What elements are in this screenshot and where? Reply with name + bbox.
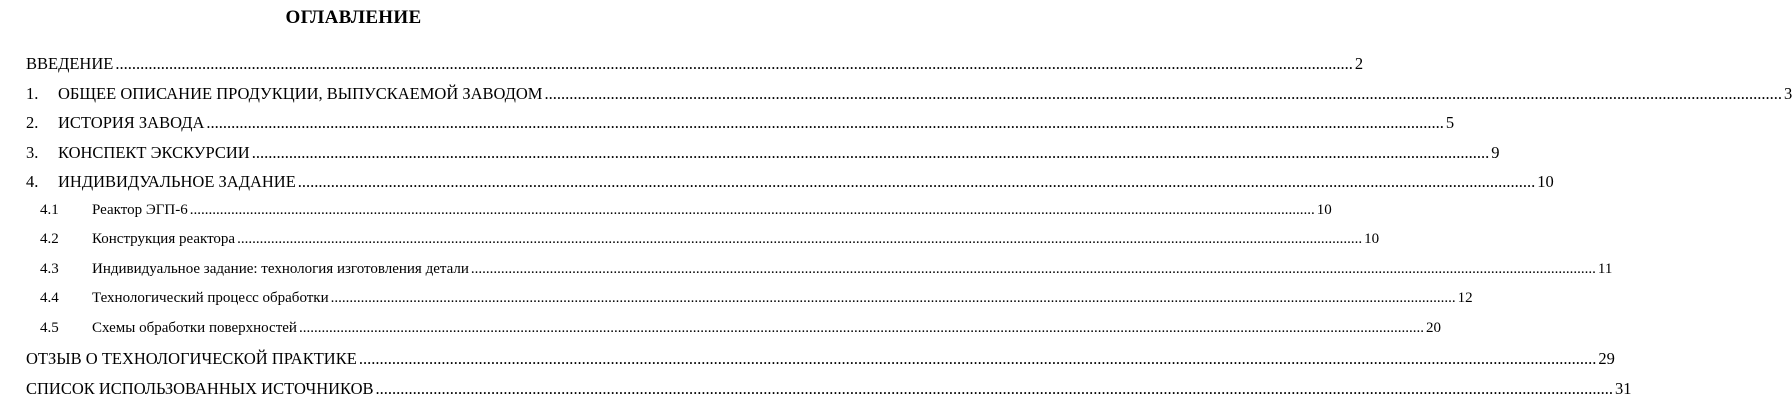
toc-entry-number: 3. <box>26 142 39 162</box>
toc-entry[interactable] <box>26 113 1455 137</box>
toc-entry[interactable] <box>26 142 1500 167</box>
toc-entry-title: Конструкция реактора <box>92 231 236 247</box>
toc-entry-page-number: 10 <box>1364 231 1380 247</box>
toc-entry-title: ОБЩЕЕ ОПИСАНИЕ ПРОДУКЦИИ, ВЫПУСКАЕМОЙ ЗАВОДОМ <box>58 83 543 103</box>
toc-entry-title: КОНСПЕКТ ЭКСКУРСИИ <box>58 142 250 162</box>
toc-entry-page-number: 5 <box>1445 113 1455 132</box>
toc-entry-number: 2. <box>26 113 39 132</box>
toc-entry-title: ИНДИВИДУАЛЬНОЕ ЗАДАНИЕ <box>58 172 296 191</box>
toc-dot-leader: ............................................................................................................................................................................................................................................................................................................ <box>251 142 1490 162</box>
toc-entry-number: 1. <box>26 83 39 103</box>
toc-entry-page-number: 29 <box>1598 349 1615 368</box>
toc-entry-number: 4.2 <box>40 231 59 247</box>
toc-entry-page-number: 3 <box>1783 83 1792 103</box>
toc-dot-leader: ............................................................................................................................................................................................................................................................................................................ <box>358 349 1597 368</box>
toc-entry[interactable] <box>40 231 1380 255</box>
toc-entry-number: 4.4 <box>40 290 59 306</box>
toc-dot-leader: ............................................................................................................................................................................................................................................................................................................ <box>330 290 1456 306</box>
toc-entry[interactable] <box>26 172 1554 196</box>
toc-entry-title: Технологический процесс обработки <box>92 290 329 306</box>
toc-dot-leader: ............................................................................................................................................................................................................................................................................................................ <box>189 201 1315 218</box>
toc-dot-leader: ............................................................................................................................................................................................................................................................................................................ <box>544 83 1782 103</box>
toc-dot-leader: ............................................................................................................................................................................................................................................................................................................ <box>115 54 1353 73</box>
toc-entry-page-number: 10 <box>1537 172 1554 191</box>
toc-entry-title: Реактор ЭГП-6 <box>92 201 188 218</box>
toc-entry[interactable] <box>26 349 1615 373</box>
toc-entry[interactable] <box>26 378 1632 403</box>
toc-dot-leader: ............................................................................................................................................................................................................................................................................................................ <box>237 231 1363 247</box>
toc-entry[interactable] <box>40 260 1613 285</box>
toc-entry-page-number: 9 <box>1491 142 1500 162</box>
toc-entry-page-number: 12 <box>1457 290 1473 306</box>
toc-entry-page-number: 20 <box>1425 319 1441 336</box>
toc-entry[interactable] <box>40 201 1332 226</box>
toc-entry-title: Схемы обработки поверхностей <box>92 319 297 336</box>
toc-dot-leader: ............................................................................................................................................................................................................................................................................................................ <box>470 260 1596 277</box>
toc-entry-title: ИСТОРИЯ ЗАВОДА <box>58 113 205 132</box>
toc-entry[interactable] <box>40 290 1473 314</box>
toc-dot-leader: ............................................................................................................................................................................................................................................................................................................ <box>206 113 1444 132</box>
toc-entry-title: Индивидуальное задание: технология изготовления детали <box>92 260 469 277</box>
toc-entry-page-number: 2 <box>1354 54 1364 73</box>
toc-entry-number: 4. <box>26 172 39 191</box>
toc-dot-leader: ............................................................................................................................................................................................................................................................................................................ <box>375 378 1614 398</box>
toc-dot-leader: ............................................................................................................................................................................................................................................................................................................ <box>298 319 1424 336</box>
toc-dot-leader: ............................................................................................................................................................................................................................................................................................................ <box>297 172 1536 191</box>
toc-entry-title: СПИСОК ИСПОЛЬЗОВАННЫХ ИСТОЧНИКОВ <box>26 378 374 398</box>
toc-entry[interactable] <box>40 319 1441 344</box>
toc-entry-title: ОТЗЫВ О ТЕХНОЛОГИЧЕСКОЙ ПРАКТИКЕ <box>26 349 357 368</box>
toc-entry-number: 4.5 <box>40 319 59 336</box>
toc-entry-title: ВВЕДЕНИЕ <box>26 54 114 73</box>
toc-entry-page-number: 31 <box>1615 378 1632 398</box>
toc-entry-number: 4.1 <box>40 201 59 218</box>
toc-entry[interactable] <box>26 54 1364 78</box>
toc-entry-number: 4.3 <box>40 260 59 277</box>
toc-entry-page-number: 10 <box>1316 201 1332 218</box>
toc-title: ОГЛАВЛЕНИЕ <box>285 7 422 28</box>
toc-entry-page-number: 11 <box>1597 260 1613 277</box>
toc-entry[interactable] <box>26 83 1792 108</box>
